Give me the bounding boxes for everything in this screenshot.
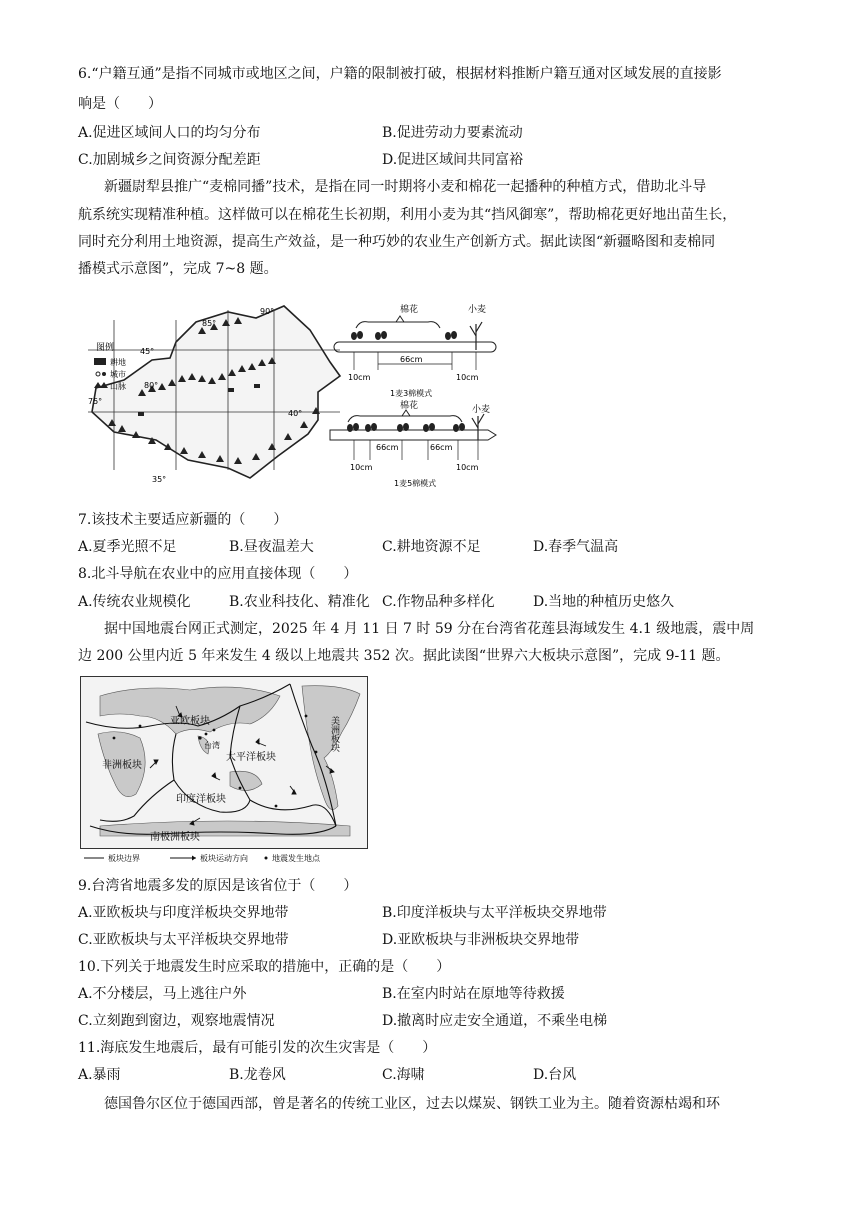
passage1-line: 播模式示意图”，完成 7~8 题。 (78, 261, 278, 277)
q11-option-d[interactable]: D.台风 (533, 1067, 577, 1083)
mode2-distance-mid2: 66cm (430, 443, 453, 452)
plate-label-indian: 印度洋板块 (176, 794, 226, 805)
passage2-line: 据中国地震台网正式测定，2025 年 4 月 11 日 7 时 59 分在台湾省花莲县海域发生 4.1 级地震，震中周 (104, 621, 755, 637)
q6-stem: 6.“户籍互通”是指不同城市或地区之间，户籍的限制被打破，根据材料推断户籍互通对区域发展的直接影 (78, 66, 722, 82)
mode-2-diagram (330, 399, 496, 488)
lat-label: 45° (140, 347, 155, 356)
q10-stem: 10.下列关于地震发生时应采取的措施中，正确的是（ ） (78, 959, 451, 975)
q8-option-b[interactable]: B.农业科技化、精准化 (229, 594, 370, 610)
q10-option-b[interactable]: B.在室内时站在原地等待救援 (382, 986, 565, 1002)
plate-label-african: 非洲板块 (102, 760, 142, 771)
lon-label: 80° (144, 381, 159, 390)
legend-title: 图例 (96, 343, 115, 353)
mode2-distance-left: 10cm (350, 463, 373, 472)
q8-option-c[interactable]: C.作物品种多样化 (382, 594, 495, 610)
q10-option-a[interactable]: A.不分楼层，马上逃往户外 (78, 986, 247, 1002)
plate-label-antarctic: 南极洲板块 (150, 832, 200, 843)
q11-option-c[interactable]: C.海啸 (382, 1067, 425, 1083)
q10-option-c[interactable]: C.立刻跑到窗边，观察地震情况 (78, 1013, 275, 1029)
q6-option-b[interactable]: B.促进劳动力要素流动 (382, 125, 523, 141)
xinjiang-map-figure (78, 300, 508, 490)
q8-option-d[interactable]: D.当地的种植历史悠久 (533, 594, 675, 610)
q8-stem: 8.北斗导航在农业中的应用直接体现（ ） (78, 566, 358, 582)
mode1-cotton-label: 棉花 (400, 305, 419, 315)
mode2-wheat-label: 小麦 (472, 405, 491, 415)
mode2-cotton-label: 棉花 (400, 401, 419, 411)
legend-city: 城市 (110, 370, 126, 379)
mode2-distance-mid1: 66cm (376, 443, 399, 452)
q9-stem: 9.台湾省地震多发的原因是该省位于（ ） (78, 878, 358, 894)
q9-option-c[interactable]: C.亚欧板块与太平洋板块交界地带 (78, 932, 289, 948)
legend-mountain: 山脉 (110, 382, 126, 391)
mode1-caption: 1麦3棉模式 (390, 389, 433, 398)
mode1-distance-left: 10cm (348, 373, 371, 382)
q7-option-b[interactable]: B.昼夜温差大 (229, 539, 314, 555)
q8-option-a[interactable]: A.传统农业规模化 (78, 594, 191, 610)
passage2-line: 边 200 公里内近 5 年来发生 4 级以上地震共 352 次。据此读图“世界六大板块示意图”，完成 9-11 题。 (78, 648, 730, 664)
q7-stem: 7.该技术主要适应新疆的（ ） (78, 512, 288, 528)
mode2-distance-right: 10cm (456, 463, 479, 472)
lon-label: 75° (88, 397, 103, 406)
q9-option-d[interactable]: D.亚欧板块与非洲板块交界地带 (382, 932, 580, 948)
q6-option-a[interactable]: A.促进区域间人口的均匀分布 (78, 125, 261, 141)
legend-direction: 板块运动方向 (200, 854, 248, 863)
q10-option-d[interactable]: D.撤离时应走安全通道，不乘坐电梯 (382, 1013, 608, 1029)
legend-earthquake: 地震发生地点 (272, 854, 320, 863)
legend-boundary: 板块边界 (108, 854, 140, 863)
taiwan-label: 台湾 (204, 741, 220, 750)
q6-option-c[interactable]: C.加剧城乡之间资源分配差距 (78, 152, 261, 168)
world-plates-figure (80, 676, 370, 866)
passage1-line: 航系统实现精准种植。这样做可以在棉花生长初期，利用小麦为其“挡风御寒”，帮助棉花更好地出苗生长， (78, 207, 737, 223)
q7-option-c[interactable]: C.耕地资源不足 (382, 539, 481, 555)
q9-option-b[interactable]: B.印度洋板块与太平洋板块交界地带 (382, 905, 607, 921)
mode1-wheat-label: 小麦 (468, 305, 487, 315)
q11-option-a[interactable]: A.暴雨 (78, 1067, 121, 1083)
plate-label-pacific: 太平洋板块 (226, 752, 276, 763)
q7-option-a[interactable]: A.夏季光照不足 (78, 539, 177, 555)
lon-label: 85° (202, 319, 217, 328)
xinjiang-outline (92, 306, 340, 478)
q6-option-d[interactable]: D.促进区域间共同富裕 (382, 152, 524, 168)
lat-label: 40° (288, 409, 303, 418)
legend-cropland: 耕地 (110, 358, 126, 367)
lat-label: 35° (152, 475, 167, 484)
mode1-distance-mid: 66cm (400, 355, 423, 364)
plate-label-american: 美洲板块 (329, 716, 339, 752)
passage1-line: 新疆尉犁县推广“麦棉同播”技术，是指在同一时期将小麦和棉花一起播种的种植方式，借助北斗导 (104, 179, 707, 195)
q7-option-d[interactable]: D.春季气温高 (533, 539, 619, 555)
q11-option-b[interactable]: B.龙卷风 (229, 1067, 286, 1083)
mode-1-diagram (334, 303, 496, 398)
plate-label-eurasian: 亚欧板块 (170, 716, 210, 727)
q6-stem-cont: 响是（ ） (78, 96, 162, 112)
q9-option-a[interactable]: A.亚欧板块与印度洋板块交界地带 (78, 905, 289, 921)
q11-stem: 11.海底发生地震后，最有可能引发的次生灾害是（ ） (78, 1040, 437, 1056)
passage1-line: 同时充分利用土地资源，提高生产效益，是一种巧妙的农业生产创新方式。据此读图“新疆略图和麦棉同 (78, 234, 716, 250)
lon-label: 90° (260, 307, 275, 316)
mode2-caption: 1麦5棉模式 (394, 479, 437, 488)
passage3-line: 德国鲁尔区位于德国西部，曾是著名的传统工业区，过去以煤炭、钢铁工业为主。随着资源枯竭和环 (104, 1096, 720, 1112)
mode1-distance-right: 10cm (456, 373, 479, 382)
